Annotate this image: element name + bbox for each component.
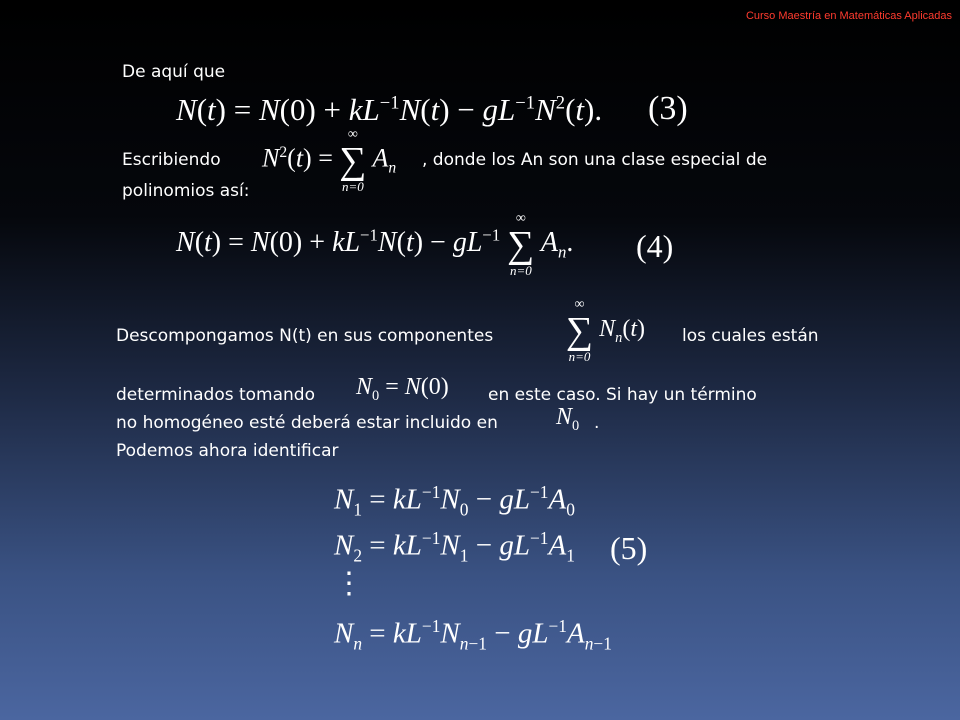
equation-n2-sum: $N^2(t)$ = ∞ ∑ n=0 $A_n$ bbox=[262, 127, 397, 194]
vertical-dots: ⋮ bbox=[334, 567, 364, 600]
sum-symbol: ∞ ∑ n=0 bbox=[339, 127, 367, 194]
sum-symbol-nn: ∞ ∑ n=0 bbox=[566, 297, 594, 364]
course-title: Curso Maestría en Matemáticas Aplicadas bbox=[745, 10, 952, 22]
sum-symbol-eq4: ∞ ∑ n=0 bbox=[507, 211, 535, 278]
equation-4: $N(t) = N(0) + kL^{-1}N(t) - gL^{-1}$ ∞ ∑ n=0 $A_n$. bbox=[176, 211, 574, 278]
text-de-aqui: De aquí que bbox=[122, 62, 226, 82]
equation-n0-inline: $N_0$ bbox=[556, 404, 580, 434]
equation-nn-sum: ∞ ∑ n=0 $N_n(t)$ bbox=[566, 297, 645, 364]
text-podemos: Podemos ahora identificar bbox=[116, 441, 339, 461]
equation-3: $N(t) = N(0) + kL^{-1}N(t) - gL^{-1}N^2(t)$. bbox=[176, 92, 603, 127]
text-period: . bbox=[594, 413, 600, 433]
equation-5-line-2: $N_2 = kL^{-1}N_1 - gL^{-1}A_1$ bbox=[334, 528, 575, 566]
text-polinomios: polinomios así: bbox=[122, 181, 250, 201]
text-los-cuales: los cuales están bbox=[682, 326, 819, 346]
equation-5-label: (5) bbox=[610, 530, 648, 566]
text-escribiendo: Escribiendo bbox=[122, 150, 221, 170]
text-en-este-caso: en este caso. Si hay un término bbox=[488, 385, 757, 405]
text-no-homogeneo: no homogéneo esté deberá estar incluido en bbox=[116, 413, 498, 433]
equation-3-label: (3) bbox=[648, 90, 688, 127]
text-donde: , donde los An son una clase especial de bbox=[422, 150, 768, 170]
equation-5-line-n: $N_n = kL^{-1}N_{n-1} - gL^{-1}A_{n-1}$ bbox=[334, 616, 612, 654]
equation-5-line-1: $N_1 = kL^{-1}N_0 - gL^{-1}A_0$ bbox=[334, 482, 575, 520]
text-determinados: determinados tomando bbox=[116, 385, 316, 405]
equation-4-label: (4) bbox=[636, 228, 674, 264]
equation-n0: $N_0 = N(0)$ bbox=[356, 374, 449, 404]
text-descompongamos: Descompongamos N(t) en sus componentes bbox=[116, 326, 494, 346]
